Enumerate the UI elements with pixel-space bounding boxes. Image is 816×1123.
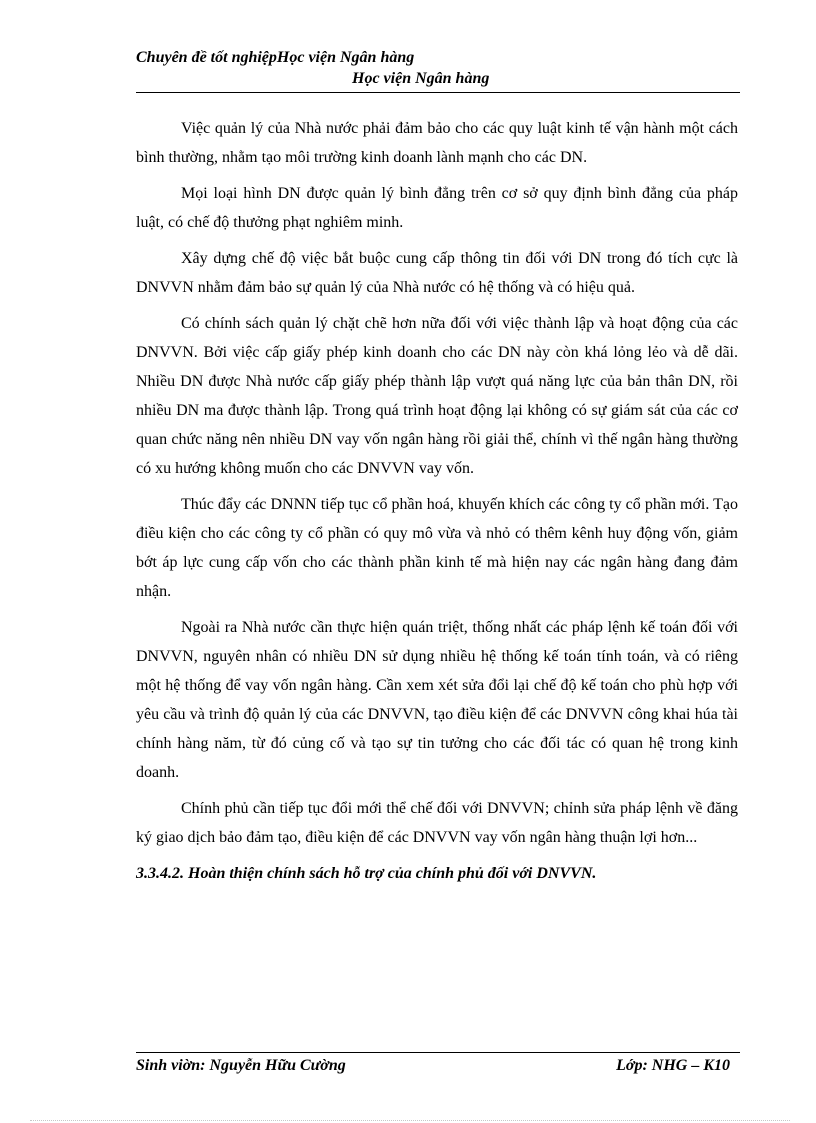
paragraph: Chính phủ cần tiếp tục đổi mới thể chế đối với DNVVN; chỉnh sửa pháp lệnh về đăng ký giao dịch bảo đảm tạo, điều kiện để các DNVVN vay vốn ngân hàng thuận lợi hơn... — [136, 800, 738, 846]
footer-student-name: Sinh viờn: Nguyễn Hữu Cường — [136, 1057, 346, 1074]
paragraph: Có chính sách quản lý chặt chẽ hơn nữa đối với việc thành lập và hoạt động của các DNVVN. Bởi việc cấp giấy phép kinh doanh cho các DN này còn khá lỏng lẻo và dễ dãi. Nhiều DN được Nhà nước cấp giấy phép thành lập vượt quá năng lực của bản thân DN, rồi nhiều DN ma được thành lập. Trong quá trình hoạt động lại không có sự giám sát của các cơ quan chức năng nên nhiều DN vay vốn ngân hàng rồi giải thể, chính vì thế ngân hàng thường có xu hướng không muốn cho các DNVVN vay vốn. — [136, 315, 738, 477]
section-heading: 3.3.4.2. Hoàn thiện chính sách hỗ trợ của chính phủ đối với DNVVN. — [136, 865, 597, 882]
page-header — [136, 46, 740, 93]
footer-class: Lớp: NHG – K10 — [616, 1057, 730, 1074]
paragraph: Thúc đẩy các DNNN tiếp tục cổ phần hoá, khuyến khích các công ty cổ phần mới. Tạo điều kiện cho các công ty cổ phần có quy mô vừa và nhỏ có thêm kênh huy động vốn, giảm bớt áp lực cung cấp vốn cho các thành phần kinh tế mà hiện nay các ngân hàng đang đảm nhận. — [136, 496, 738, 600]
page-footer — [136, 1052, 740, 1081]
page-bottom-edge — [30, 1120, 790, 1121]
paragraph: Việc quản lý của Nhà nước phải đảm bảo cho các quy luật kinh tế vận hành một cách bình thường, nhằm tạo môi trường kinh doanh lành mạnh cho các DN. — [136, 120, 738, 166]
header-title-line-2: Học viện Ngân hàng — [352, 70, 490, 87]
header-title-line-1: Chuyên đề tốt nghiệpHọc viện Ngân hàng — [136, 49, 415, 66]
document-body — [136, 114, 738, 895]
paragraph: Mọi loại hình DN được quản lý bình đẳng trên cơ sở quy định bình đẳng của pháp luật, có chế độ thưởng phạt nghiêm minh. — [136, 185, 738, 231]
paragraph: Xây dựng chế độ việc bắt buộc cung cấp thông tin đối với DN trong đó tích cực là DNVVN nhằm đảm bảo sự quản lý của Nhà nước có hệ thống và có hiệu quả. — [136, 250, 738, 296]
paragraph: Ngoài ra Nhà nước cần thực hiện quán triệt, thống nhất các pháp lệnh kế toán đối với DNVVN, nguyên nhân có nhiều DN sử dụng nhiều hệ thống kế toán tính toán, và có riêng một hệ thống để vay vốn ngân hàng. Cần xem xét sửa đổi lại chế độ kế toán cho phù hợp với yêu cầu và trình độ quản lý của các DNVVN, tạo điều kiện để các DNVVN công khai húa tài chính hàng năm, từ đó củng cố và tạo sự tin tưởng cho các đối tác có quan hệ trong kinh doanh. — [136, 619, 738, 781]
